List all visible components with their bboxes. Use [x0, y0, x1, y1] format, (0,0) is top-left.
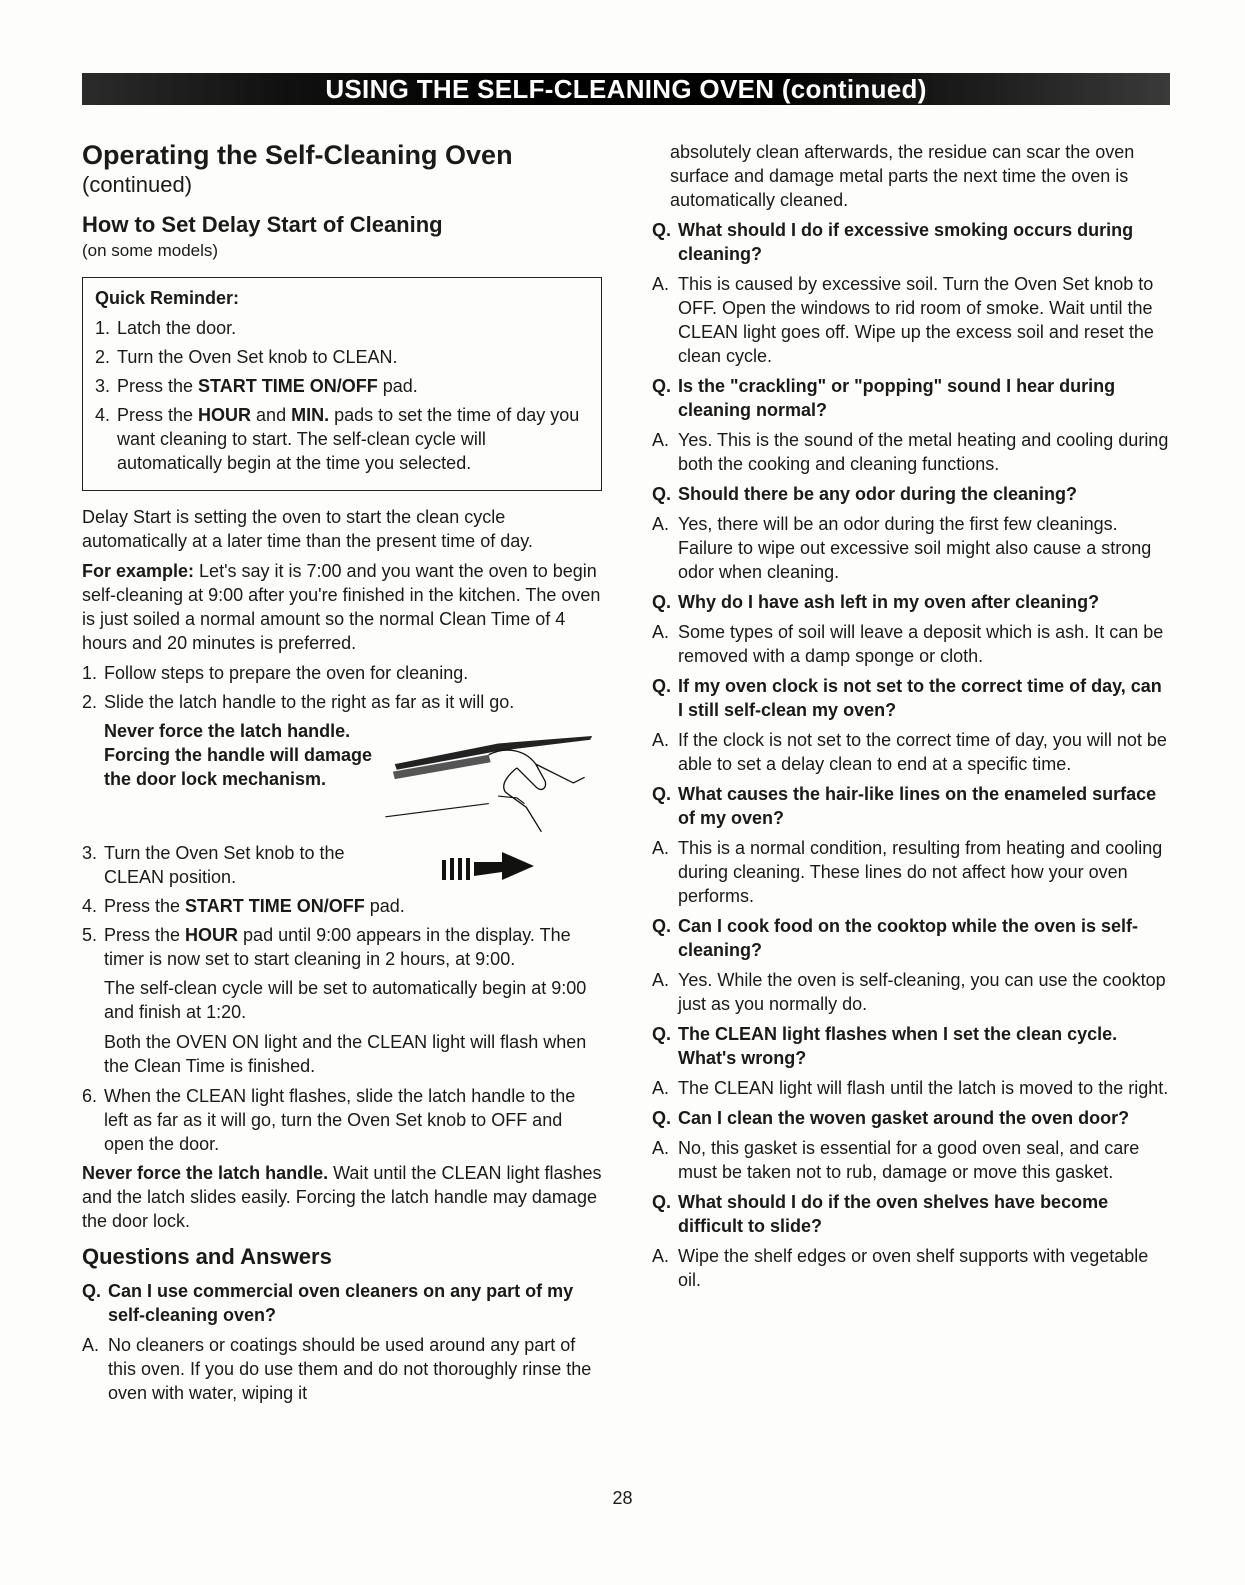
step-5-detail: The self-clean cycle will be set to automatically begin at 9:00 and finish at 1:20.	[104, 978, 587, 1022]
qa-text: Should there be any odor during the cleaning?	[678, 484, 1078, 504]
step-4	[82, 894, 602, 918]
reminder-step	[95, 374, 585, 398]
step-text: Press the START TIME ON/OFF pad.	[104, 896, 405, 916]
latch-warning-row	[104, 719, 602, 841]
qa-text: What should I do if excessive smoking occurs during cleaning?	[678, 220, 1134, 264]
qa-answer	[652, 1136, 1170, 1184]
qa-label: Q.	[652, 592, 672, 612]
qa-label: A.	[652, 514, 670, 534]
qa-text: This is a normal condition, resulting from heating and cooling during cleaning. These lines do not affect how your oven performs.	[678, 838, 1163, 906]
qa-heading: Questions and Answers	[82, 1244, 332, 1269]
qa-label: Q.	[82, 1281, 102, 1301]
qa-text: Can I clean the woven gasket around the oven door?	[678, 1108, 1130, 1128]
qa-text: No, this gasket is essential for a good oven seal, and care must be taken not to rub, damage or move this gasket.	[678, 1138, 1140, 1182]
qa-answer	[652, 272, 1170, 368]
qa-label: A.	[652, 1246, 670, 1266]
qa-text: Some types of soil will leave a deposit which is ash. It can be removed with a damp sponge or cloth.	[678, 622, 1164, 666]
reminder-steps	[95, 316, 585, 475]
qa-answer	[652, 428, 1170, 476]
reminder-step	[95, 316, 585, 340]
qa-answer	[652, 620, 1170, 668]
qa-text: Yes. This is the sound of the metal heating and cooling during both the cooking and cleaning functions.	[678, 430, 1169, 474]
step-text: Press the HOUR and MIN. pads to set the time of day you want cleaning to start. The self-clean cycle will automatically begin at the time you selected.	[117, 405, 580, 473]
qa-label: Q.	[652, 1192, 672, 1212]
subheading-note: (on some models)	[82, 241, 219, 260]
qa-answer	[652, 728, 1170, 776]
qa-label: Q.	[652, 220, 672, 240]
qa-label: A.	[652, 838, 670, 858]
banner-title: USING THE SELF-CLEANING OVEN (continued)	[325, 73, 927, 104]
qa-text: What should I do if the oven shelves have become difficult to slide?	[678, 1192, 1109, 1236]
step-5-note: Both the OVEN ON light and the CLEAN light will flash when the Clean Time is finished.	[104, 1032, 587, 1076]
step-6	[82, 1084, 602, 1156]
qa-label: A.	[82, 1335, 100, 1355]
step-text: Latch the door.	[117, 318, 237, 338]
closing-warning	[82, 1161, 602, 1233]
intro-paragraph: Delay Start is setting the oven to start the clean cycle automatically at a later time than the present time of day.	[82, 507, 533, 551]
qa-label: A.	[652, 430, 670, 450]
qa-question	[652, 674, 1170, 722]
qa-text: The CLEAN light flashes when I set the clean cycle. What's wrong?	[678, 1024, 1118, 1068]
qa-question	[652, 782, 1170, 830]
qa-label: Q.	[652, 676, 672, 696]
qa-label: A.	[652, 1078, 670, 1098]
step-3	[82, 841, 382, 889]
qa-list-left	[82, 1279, 602, 1405]
step-number: 6.	[82, 1086, 98, 1106]
step-number: 3.	[82, 843, 98, 863]
right-column	[652, 140, 1170, 1298]
latch-warning: Never force the latch handle. Forcing the handle will damage the door lock mechanism.	[104, 721, 373, 789]
left-column	[82, 135, 602, 1411]
step-number: 3.	[95, 376, 111, 396]
qa-question	[652, 218, 1170, 266]
step-3-row	[82, 841, 602, 894]
qa-text: Is the "crackling" or "popping" sound I hear during cleaning normal?	[678, 376, 1116, 420]
page-banner	[82, 73, 1170, 105]
step-5	[82, 923, 602, 971]
qa-question	[82, 1279, 602, 1327]
qa-text: If my oven clock is not set to the correct time of day, can I still self-clean my oven?	[678, 676, 1162, 720]
knob-arrow-icon	[432, 848, 552, 888]
qa-text: Can I use commercial oven cleaners on any part of my self-cleaning oven?	[108, 1281, 574, 1325]
example-paragraph	[82, 559, 602, 655]
qa-label: Q.	[652, 1108, 672, 1128]
step-2	[82, 690, 602, 714]
qa-text: Yes, there will be an odor during the first few cleanings. Failure to wipe out excessive soil might also cause a strong odor when cleaning.	[678, 514, 1152, 582]
qa-label: A.	[652, 622, 670, 642]
qa-answer	[82, 1333, 602, 1405]
step-text: Turn the Oven Set knob to CLEAN.	[117, 347, 398, 367]
qa-question	[652, 1190, 1170, 1238]
step-1	[82, 661, 602, 685]
step-text: Slide the latch handle to the right as far as it will go.	[104, 692, 515, 712]
qa-answer	[652, 836, 1170, 908]
qa-text: Yes. While the oven is self-cleaning, you can use the cooktop just as you normally do.	[678, 970, 1166, 1014]
closing-bold: Never force the latch handle.	[82, 1163, 329, 1183]
qa-label: A.	[652, 730, 670, 750]
qa-question	[652, 590, 1170, 614]
qa-question	[652, 1022, 1170, 1070]
qa-text: If the clock is not set to the correct time of day, you will not be able to set a delay clean to end at a specific time.	[678, 730, 1167, 774]
step-number: 5.	[82, 925, 98, 945]
qa-answer	[652, 512, 1170, 584]
reminder-title: Quick Reminder:	[95, 288, 240, 308]
step-text: Press the START TIME ON/OFF pad.	[117, 376, 418, 396]
qa-label: A.	[652, 970, 670, 990]
step-number: 1.	[95, 318, 111, 338]
step-text: When the CLEAN light flashes, slide the latch handle to the left as far as it will go, turn the Oven Set knob to OFF and open the door.	[104, 1086, 576, 1154]
section-continued: (continued)	[82, 172, 193, 197]
section-title: Operating the Self-Cleaning Oven	[82, 140, 513, 170]
qa-label: A.	[652, 274, 670, 294]
qa-label: A.	[652, 1138, 670, 1158]
qa-label: Q.	[652, 784, 672, 804]
qa-label: Q.	[652, 916, 672, 936]
quick-reminder-box	[82, 277, 602, 491]
qa-text: No cleaners or coatings should be used around any part of this oven. If you do use them and do not thoroughly rinse the oven with water, wiping it	[108, 1335, 592, 1403]
qa-answer	[652, 1076, 1170, 1100]
subheading: How to Set Delay Start of Cleaning	[82, 212, 443, 237]
qa-text: Why do I have ash left in my oven after cleaning?	[678, 592, 1100, 612]
step-text: Follow steps to prepare the oven for cleaning.	[104, 663, 469, 683]
step-number: 4.	[95, 405, 111, 425]
closing-text: Wait until the CLEAN light flashes and the latch slides easily. Forcing the latch handle may damage the door lock.	[82, 1163, 602, 1231]
step-number: 1.	[82, 663, 98, 683]
reminder-step	[95, 403, 585, 475]
qa-label: Q.	[652, 1024, 672, 1044]
latch-hand-illustration	[376, 723, 602, 841]
qa-text: What causes the hair-like lines on the enameled surface of my oven?	[678, 784, 1157, 828]
step-number: 2.	[82, 692, 98, 712]
page-number: 28	[612, 1488, 633, 1508]
step-text: Press the HOUR pad until 9:00 appears in the display. The timer is now set to start cleaning in 2 hours, at 9:00.	[104, 925, 571, 969]
qa-text: Wipe the shelf edges or oven shelf supports with vegetable oil.	[678, 1246, 1149, 1290]
qa-question	[652, 482, 1170, 506]
qa-question	[652, 1106, 1170, 1130]
qa-answer	[652, 968, 1170, 1016]
qa-answer	[652, 1244, 1170, 1292]
step-text: Turn the Oven Set knob to the CLEAN position.	[104, 843, 345, 887]
qa-list-right	[652, 218, 1170, 1292]
example-text: Let's say it is 7:00 and you want the oven to begin self-cleaning at 9:00 after you're finished in the kitchen. The oven is just soiled a normal amount so the normal Clean Time of 4 hours and 20 minutes is preferred.	[82, 561, 601, 653]
qa-label: Q.	[652, 484, 672, 504]
qa-text: The CLEAN light will flash until the latch is moved to the right.	[678, 1078, 1169, 1098]
reminder-step	[95, 345, 585, 369]
qa-label: Q.	[652, 376, 672, 396]
qa-question	[652, 374, 1170, 422]
step-number: 4.	[82, 896, 98, 916]
step-number: 2.	[95, 347, 111, 367]
qa-text: Can I cook food on the cooktop while the oven is self-cleaning?	[678, 916, 1139, 960]
example-label: For example:	[82, 561, 195, 581]
qa-question	[652, 914, 1170, 962]
qa-continued-text: absolutely clean afterwards, the residue can scar the oven surface and damage metal parts the next time the oven is automatically cleaned.	[670, 142, 1135, 210]
qa-text: This is caused by excessive soil. Turn the Oven Set knob to OFF. Open the windows to rid room of smoke. Wait until the CLEAN light goes off. Wipe up the excess soil and reset the clean cycle.	[678, 274, 1154, 366]
